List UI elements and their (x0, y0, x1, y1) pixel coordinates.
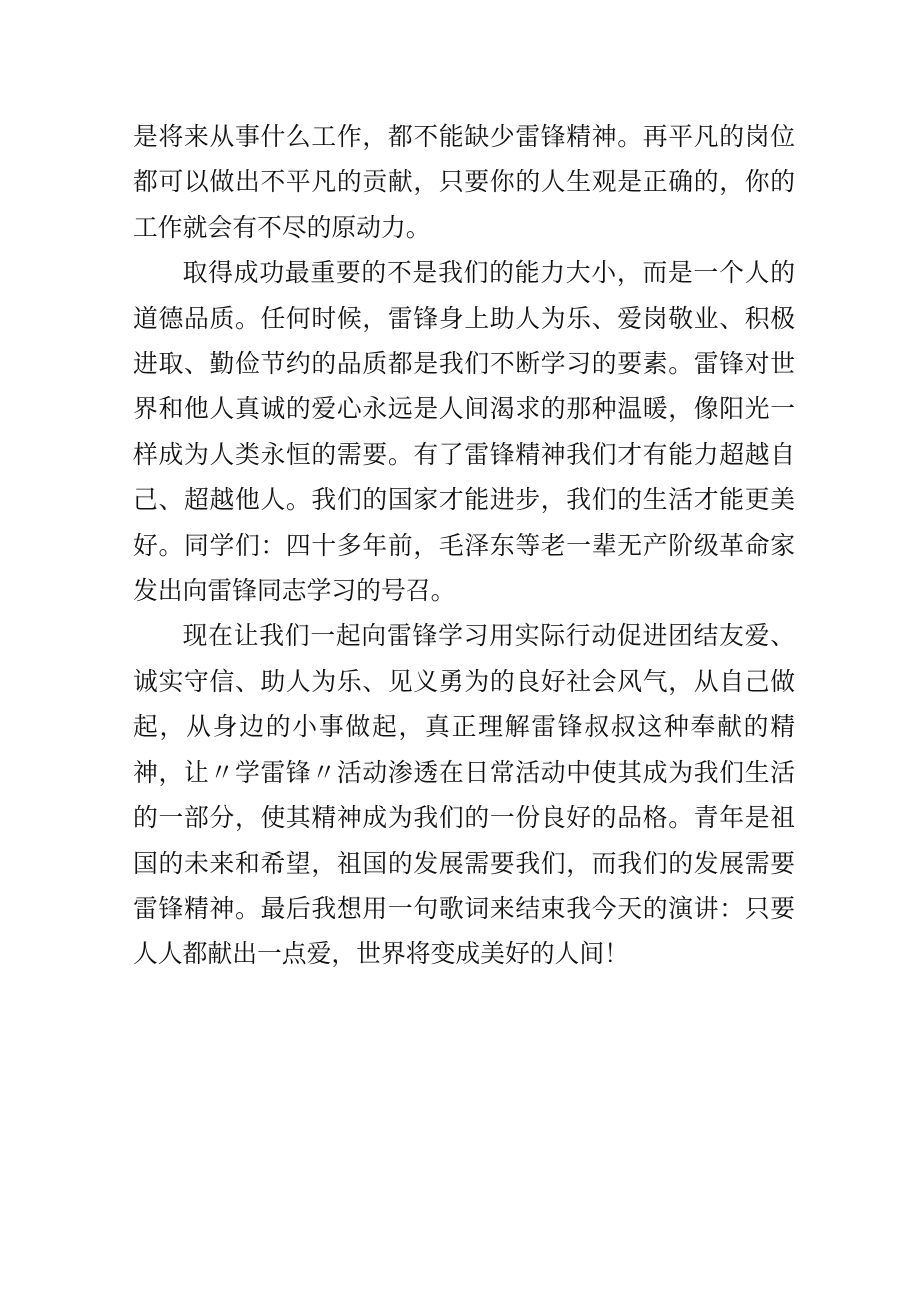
paragraph-continuation: 是将来从事什么工作，都不能缺少雷锋精神。再平凡的岗位都可以做出不平凡的贡献，只要你的人生观是正确的，你的工作就会有不尽的原动力。 (133, 122, 795, 242)
document-body (133, 114, 795, 977)
paragraph-moral-quality: 取得成功最重要的不是我们的能力大小，而是一个人的道德品质。任何时候，雷锋身上助人为乐、爱岗敬业、积极进取、勤俭节约的品质都是我们不断学习的要素。雷锋对世界和他人真诚的爱心永远是人间渴求的那种温暖，像阳光一样成为人类永恒的需要。有了雷锋精神我们才有能力超越自己、超越他人。我们的国家才能进步，我们的生活才能更美好。同学们：四十多年前，毛泽东等老一辈无产阶级革命家发出向雷锋同志学习的号召。 (133, 258, 795, 606)
paragraph-call-to-action: 现在让我们一起向雷锋学习用实际行动促进团结友爱、诚实守信、助人为乐、见义勇为的良好社会风气，从自己做起，从身边的小事做起，真正理解雷锋叔叔这种奉献的精神，让〃学雷锋〃活动渗透在日常活动中使其成为我们生活的一部分，使其精神成为我们的一份良好的品格。青年是祖国的未来和希望，祖国的发展需要我们，而我们的发展需要雷锋精神。最后我想用一句歌词来结束我今天的演讲：只要人人都献出一点爱，世界将变成美好的人间！ (133, 621, 795, 969)
